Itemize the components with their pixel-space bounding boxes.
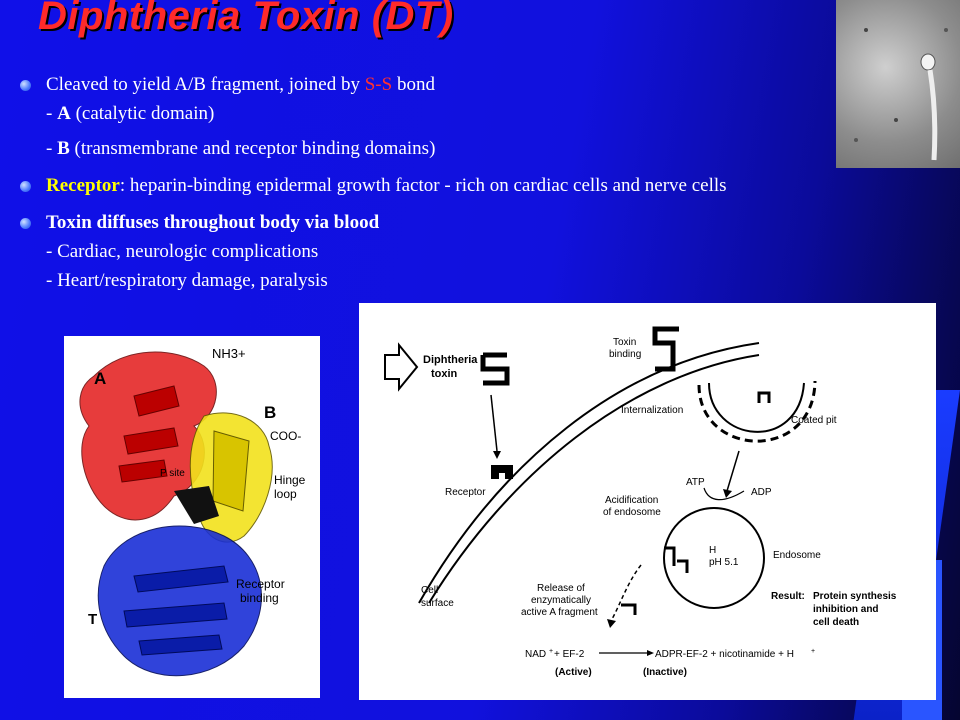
atp-label: ATP xyxy=(686,477,705,488)
toxin-icon xyxy=(483,355,507,383)
release-label: active A fragment xyxy=(521,607,598,618)
release-label: Release of xyxy=(537,583,585,594)
coated-pit-label: Coated pit xyxy=(791,415,837,426)
slide-title: Diphtheria Toxin (DT) xyxy=(38,0,454,38)
receptor-icon xyxy=(491,465,513,479)
sub-item-a xyxy=(46,99,938,128)
protein-ribbon-diagram xyxy=(64,336,320,698)
domain-t-label: T xyxy=(88,611,98,628)
receptor-binding-label: binding xyxy=(240,591,279,605)
nh3-label: NH3+ xyxy=(212,346,246,361)
bullet-text: bond xyxy=(392,74,435,95)
receptor-label: Receptor xyxy=(46,175,120,196)
bullet-cleavage xyxy=(18,70,938,163)
sub-item: - Heart/respiratory damage, paralysis xyxy=(46,270,328,291)
result-text: Protein synthesis xyxy=(813,591,897,602)
ph-label: pH 5.1 xyxy=(709,557,739,568)
endosome-label: Endosome xyxy=(773,550,821,561)
toxin-mechanism-diagram xyxy=(359,303,936,700)
result-text: cell death xyxy=(813,617,860,628)
svg-text:+: + xyxy=(549,648,554,655)
bullet-dot-icon xyxy=(20,80,31,91)
bullet-receptor xyxy=(18,171,938,200)
receptor-label: Receptor xyxy=(445,487,486,498)
sub-text: (transmembrane and receptor binding domains) xyxy=(69,138,436,159)
h-ion-label: H xyxy=(709,545,717,556)
surface-label: surface xyxy=(421,598,454,609)
bullet-list xyxy=(18,70,938,295)
coo-label: COO- xyxy=(270,429,302,443)
domain-a-label: A xyxy=(94,369,107,388)
result-label: Result: xyxy=(771,591,805,602)
bullet-text: : heparin-binding epidermal growth factor - rich on cardiac cells and nerve cells xyxy=(119,175,727,196)
toxin-arrow-icon xyxy=(385,345,417,389)
fragment-a-label: A xyxy=(57,103,71,124)
acidification-label: Acidification xyxy=(605,495,659,506)
ef2-label: + EF-2 xyxy=(554,649,585,660)
active-label: (Active) xyxy=(555,667,592,678)
domain-b-label: B xyxy=(264,403,277,422)
sub-item-b xyxy=(46,134,938,163)
adp-label: ADP xyxy=(751,487,772,498)
toxin-label: toxin xyxy=(431,368,458,380)
hinge-label: Hinge xyxy=(274,473,306,487)
p-site-label: P site xyxy=(160,468,185,479)
toxin-binding-label: Toxin xyxy=(613,337,637,348)
bullet-dot-icon xyxy=(20,181,31,192)
svg-text:+: + xyxy=(811,648,816,655)
ss-bond-label: S-S xyxy=(364,74,393,95)
dash: - xyxy=(46,103,58,124)
loop-label: loop xyxy=(274,487,297,501)
arrow xyxy=(491,395,497,451)
internalization-label: Internalization xyxy=(621,405,684,416)
bullet-dot-icon xyxy=(20,218,31,229)
bound-toxin-icon xyxy=(655,329,679,369)
bullet-diffusion xyxy=(18,208,938,295)
result-text: inhibition and xyxy=(813,604,879,615)
receptor-binding-label: Receptor xyxy=(236,577,285,591)
protein-structure-figure xyxy=(64,336,320,698)
endosome-acid-label: of endosome xyxy=(603,507,661,518)
release-label: enzymatically xyxy=(531,595,592,606)
toxin-binding-label: binding xyxy=(609,349,642,360)
dash: - xyxy=(46,138,58,159)
bullet-text: Cleaved to yield A/B fragment, joined by xyxy=(46,74,365,95)
sub-item: - Cardiac, neurologic complications xyxy=(46,241,319,262)
fragment-b-label: B xyxy=(57,138,70,159)
nad-label: NAD xyxy=(525,649,547,660)
adpr-label: ADPR-EF-2 + nicotinamide + H xyxy=(655,649,794,660)
cell-label: Cell xyxy=(421,585,439,596)
coated-pit xyxy=(709,383,804,432)
bullet-text: Toxin diffuses throughout body via blood xyxy=(46,212,380,233)
cell-membrane xyxy=(419,343,759,603)
mechanism-diagram xyxy=(359,303,936,700)
inactive-label: (Inactive) xyxy=(643,667,687,678)
diphtheria-label: Diphtheria xyxy=(423,354,478,366)
sub-text: (catalytic domain) xyxy=(70,103,215,124)
